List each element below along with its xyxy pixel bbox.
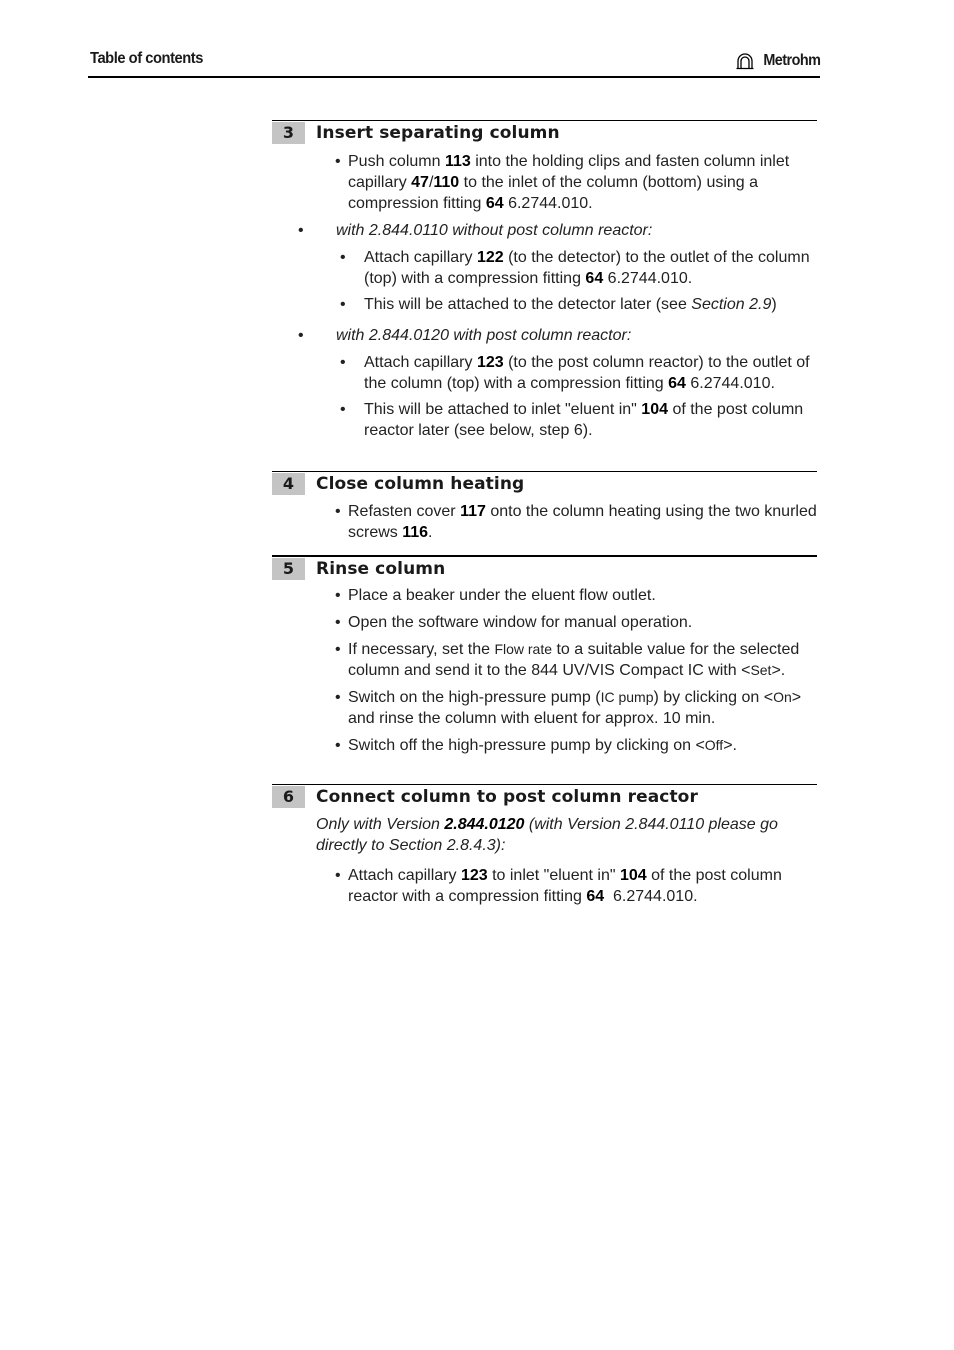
step-number: 6: [272, 786, 305, 808]
step-title: Connect column to post column reactor: [316, 787, 698, 807]
list-item: • Attach capillary 123 to inlet "eluent in" 104 of the post column reactor with a compression fitting 64 6.2744.010.: [316, 865, 818, 907]
list-item: • Push column 113 into the holding clips and fasten column inlet capillary 47/110 to the inlet of the column (bottom) using a compression fitting 64 6.2744.010.: [316, 151, 818, 214]
list-item: • Place a beaker under the eluent flow outlet.: [316, 585, 818, 606]
step-5: [272, 555, 817, 782]
condition-label: • with 2.844.0120 with post column reactor:: [288, 325, 818, 346]
step-title: Rinse column: [316, 559, 446, 579]
step-4: [272, 471, 817, 552]
step-body: [316, 151, 818, 446]
step-title: Close column heating: [316, 474, 525, 494]
step-number: 3: [272, 122, 305, 144]
list-item: • This will be attached to inlet "eluent in" 104 of the post column reactor later (see below, step 6).: [316, 399, 818, 441]
list-item: • If necessary, set the Flow rate to a suitable value for the selected column and send it to the 844 UV/VIS Compact IC with <Set>.: [316, 639, 818, 681]
metrohm-logo-icon: [736, 52, 754, 70]
step-6: [272, 784, 817, 915]
step-number: 5: [272, 558, 305, 580]
list-item: • Switch on the high-pressure pump (IC pump) by clicking on <On> and rinse the column with eluent for approx. 10 min.: [316, 687, 818, 729]
step-body: [316, 585, 818, 762]
brand-logo: [736, 52, 820, 70]
brand-name: Metrohm: [762, 52, 820, 69]
step-number: 4: [272, 473, 305, 495]
list-item: • This will be attached to the detector later (see Section 2.9): [316, 294, 818, 315]
step-title: Insert separating column: [316, 123, 560, 143]
step-body: [316, 814, 818, 913]
list-item: • Switch off the high-pressure pump by clicking on <Off>.: [316, 735, 818, 756]
list-item: • Open the software window for manual operation.: [316, 612, 818, 633]
list-item: • Attach capillary 122 (to the detector) to the outlet of the column (top) with a compression fitting 64 6.2744.010.: [316, 247, 818, 289]
step-body: [316, 501, 818, 549]
page-header: [88, 46, 820, 78]
condition-label: • with 2.844.0110 without post column reactor:: [288, 220, 818, 241]
list-item: • Refasten cover 117 onto the column heating using the two knurled screws 116.: [316, 501, 818, 543]
step-3: [272, 120, 817, 466]
page-title: Table of contents: [90, 50, 203, 67]
list-item: • Attach capillary 123 (to the post column reactor) to the outlet of the column (top) with a compression fitting 64 6.2744.010.: [316, 352, 818, 394]
version-note: Only with Version 2.844.0120 (with Version 2.844.0110 please go directly to Section 2.8.4.3):: [316, 816, 778, 854]
